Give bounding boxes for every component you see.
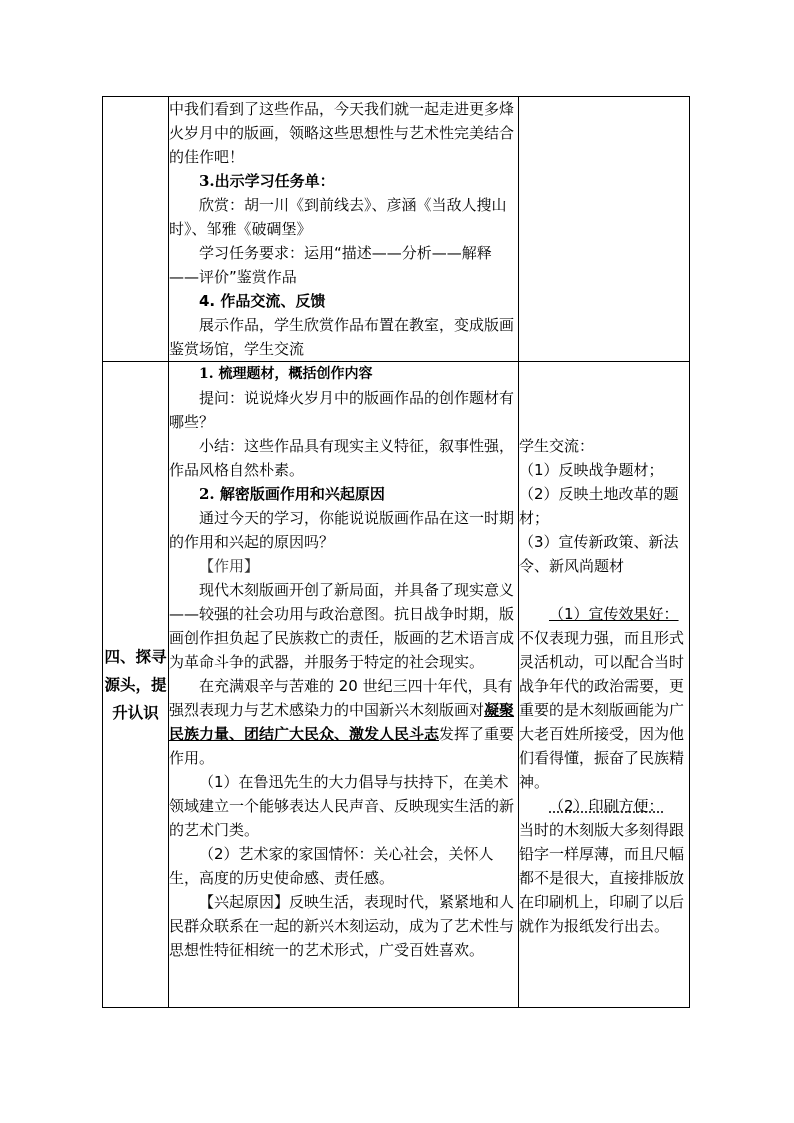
summary1: 小结：这些作品具有现实主义特征，叙事性强，作品风格自然朴素。 xyxy=(169,437,515,479)
student-exchange-head: 学生交流： xyxy=(519,437,595,455)
step4-text: 展示作品，学生欣赏作品布置在教室，变成版画鉴赏场馆，学生交流 xyxy=(169,316,515,358)
effect2-label-line xyxy=(519,794,689,818)
exchange-item-2: （2）反映土地改革的题材； xyxy=(519,485,679,527)
rise-text: 反映生活，表现时代，紧紧地和人民群众联系在一起的新兴木刻运动，成为了艺术性与思想性特征相统一的艺术形式，广受百姓喜欢。 xyxy=(169,893,515,959)
stage-text: 四、探寻源头，提升认识 xyxy=(104,647,167,722)
point1: （1）在鲁迅先生的大力倡导与扶持下，在美术领域建立一个能够表达人民声音、反映现实生活的新的艺术门类。 xyxy=(169,773,515,839)
effect2-label: （2）印刷方便： xyxy=(549,797,664,815)
content-cell xyxy=(169,362,519,1008)
era-paragraph xyxy=(169,674,518,770)
stage-label xyxy=(103,362,169,1008)
era-post: 发挥了重要作用。 xyxy=(169,725,515,767)
role-tag: 【作用】 xyxy=(199,557,260,575)
rise-paragraph xyxy=(169,890,518,962)
lesson-plan-table xyxy=(102,96,690,1008)
appreciate-text: 欣赏：胡一川《到前线去》、彦涵《当敌人搜山时》、邹雅《破碉堡》 xyxy=(169,196,507,238)
task-requirement: 学习任务要求：运用“描述——分析——解释——评价”鉴赏作品 xyxy=(169,244,492,286)
exchange-item-3: （3）宣传新政策、新法令、新风尚题材 xyxy=(519,533,679,575)
step3-title: 3.出示学习任务单： xyxy=(199,172,335,190)
table-row xyxy=(103,362,690,1008)
era-emphasis: 凝聚民族力量、团结广大民众、激发人民斗志 xyxy=(169,701,515,743)
stage-cell-empty xyxy=(103,97,169,362)
effect1 xyxy=(519,602,689,794)
role-text: 现代木刻版画开创了新局面，并具备了现实意义——较强的社会功用与政治意图。抗日战争时期，版画创作担负起了民族救亡的责任，版画的艺术语言成为革命斗争的武器，并服务于特定的社会现实。 xyxy=(169,581,515,671)
effect2-text: 当时的木刻版大多刻得跟铅字一样厚薄，而且尺幅都不是很大，直接排版放在印刷机上，印刷了以后就作为报纸发行出去。 xyxy=(519,821,685,935)
era-pre: 在充满艰辛与苦难的 20 世纪三四十年代，具有强烈表现力与艺术感染力的中国新兴木刻版画对 xyxy=(169,677,513,719)
point2: （2）艺术家的家国情怀：关心社会，关怀人生，高度的历史使命感、责任感。 xyxy=(169,845,494,887)
activity-cell xyxy=(519,362,690,1008)
intro-text: 中我们看到了这些作品，今天我们就一起走进更多烽火岁月中的版画，领略这些思想性与艺术性完美结合的佳作吧！ xyxy=(169,100,515,166)
section1-title: 1. 梳理题材，概括创作内容 xyxy=(199,366,373,382)
question1: 提问：说说烽火岁月中的版画作品的创作题材有哪些？ xyxy=(169,389,515,431)
activity-cell-empty xyxy=(519,97,690,362)
effect1-text: 不仅表现力强，而且形式灵活机动，可以配合当时战争年代的政治需要，更重要的是木刻版画能为广大老百姓所接受，因为他们看得懂，振奋了民族精神。 xyxy=(519,629,685,791)
table-row xyxy=(103,97,690,362)
question2: 通过今天的学习，你能说说版画作品在这一时期的作用和兴起的原因吗？ xyxy=(169,509,515,551)
effect1-label: （1）宣传效果好： xyxy=(549,605,679,623)
content-cell xyxy=(169,97,519,362)
step4-title: 4. 作品交流、反馈 xyxy=(199,292,326,310)
exchange-item-1: （1）反映战争题材； xyxy=(519,461,664,479)
rise-tag: 【兴起原因】 xyxy=(199,893,290,911)
section2-title: 2. 解密版画作用和兴起原因 xyxy=(199,485,385,503)
